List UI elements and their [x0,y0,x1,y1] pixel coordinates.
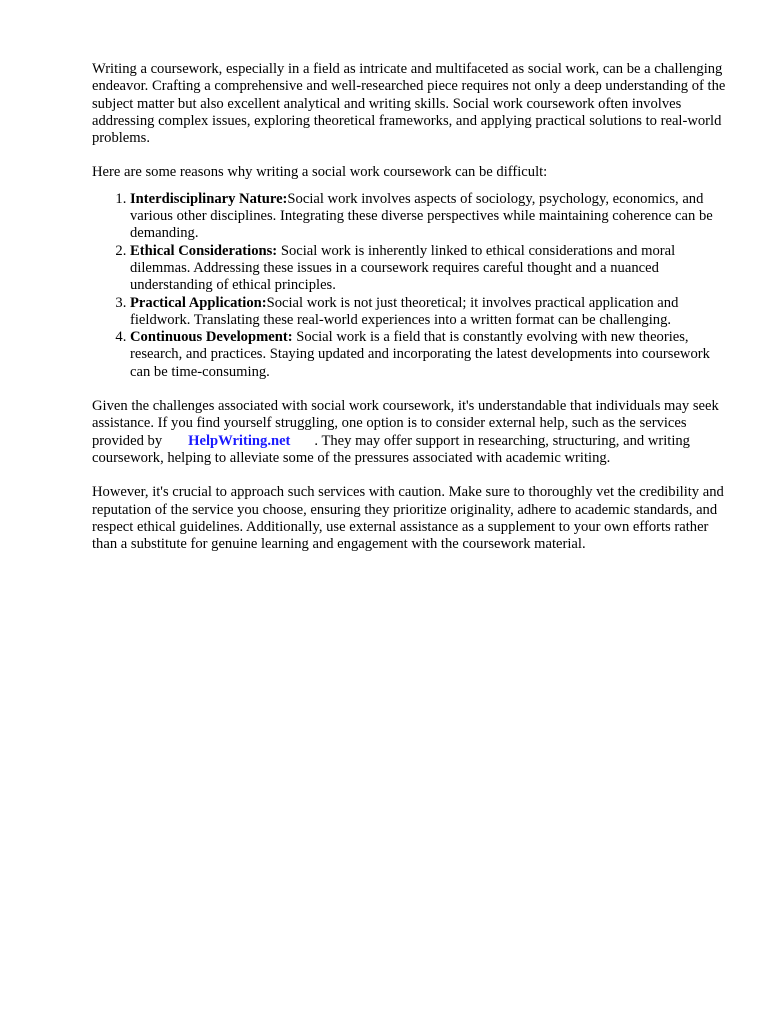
reason-text: Social work is a field that is constantly evolving with new theories, research, and practices. Staying updated and incorporating the latest developments into coursework can be time-consuming. [130,329,710,380]
reason-item-continuous [130,329,732,381]
document-page [92,61,732,553]
reason-item-practical [130,295,732,330]
caution-paragraph: However, it's crucial to approach such services with caution. Make sure to thoroughly vet the credibility and reputation of the service you choose, ensuring they prioritize originality, adhere to academic standards, and respect ethical guidelines. Additionally, use external assistance as a supplement to your own efforts rather than a substitute for genuine learning and engagement with the coursework material. [92,484,724,553]
intro-paragraph: Writing a coursework, especially in a field as intricate and multifaceted as social work, can be a challenging endeavor. Crafting a comprehensive and well-researched piece requires not only a deep understanding of the subject matter but also excellent analytical and writing skills. Social work coursework often involves addressing complex issues, exploring theoretical frameworks, and applying practical solutions to real-world problems. [92,61,726,147]
reason-text: Social work is not just theoretical; it involves practical application and fieldwork. Translating these real-world experiences into a written format can be challenging. [130,294,679,328]
reason-item-interdisciplinary [130,191,732,243]
reason-term: Interdisciplinary Nature: [130,190,288,207]
assistance-paragraph [92,398,732,467]
reason-term: Ethical Considerations: [130,242,278,259]
reasons-list [92,191,732,381]
helpwriting-link[interactable]: HelpWriting.net [188,432,291,449]
reason-text: Social work is inherently linked to ethical considerations and moral dilemmas. Addressing these issues in a coursework requires careful thought and a nuanced understanding of ethical principles. [130,242,676,294]
reason-term: Continuous Development: [130,329,293,346]
assistance-text-before: Given the challenges associated with social work coursework, it's understandable that individuals may seek assistance. If you find yourself struggling, one option is to consider external help, such as the services provided by [92,398,719,449]
reason-text: Social work involves aspects of sociology, psychology, economics, and various other disciplines. Integrating these diverse perspectives while maintaining coherence can be demanding. [130,190,713,242]
reason-item-ethical [130,243,732,295]
assistance-text-after: . They may offer support in researching, structuring, and writing coursework, helping to alleviate some of the pressures associated with academic writing. [92,432,690,466]
reasons-lead-paragraph: Here are some reasons why writing a social work coursework can be difficult: [92,164,548,181]
reason-term: Practical Application: [130,294,267,311]
